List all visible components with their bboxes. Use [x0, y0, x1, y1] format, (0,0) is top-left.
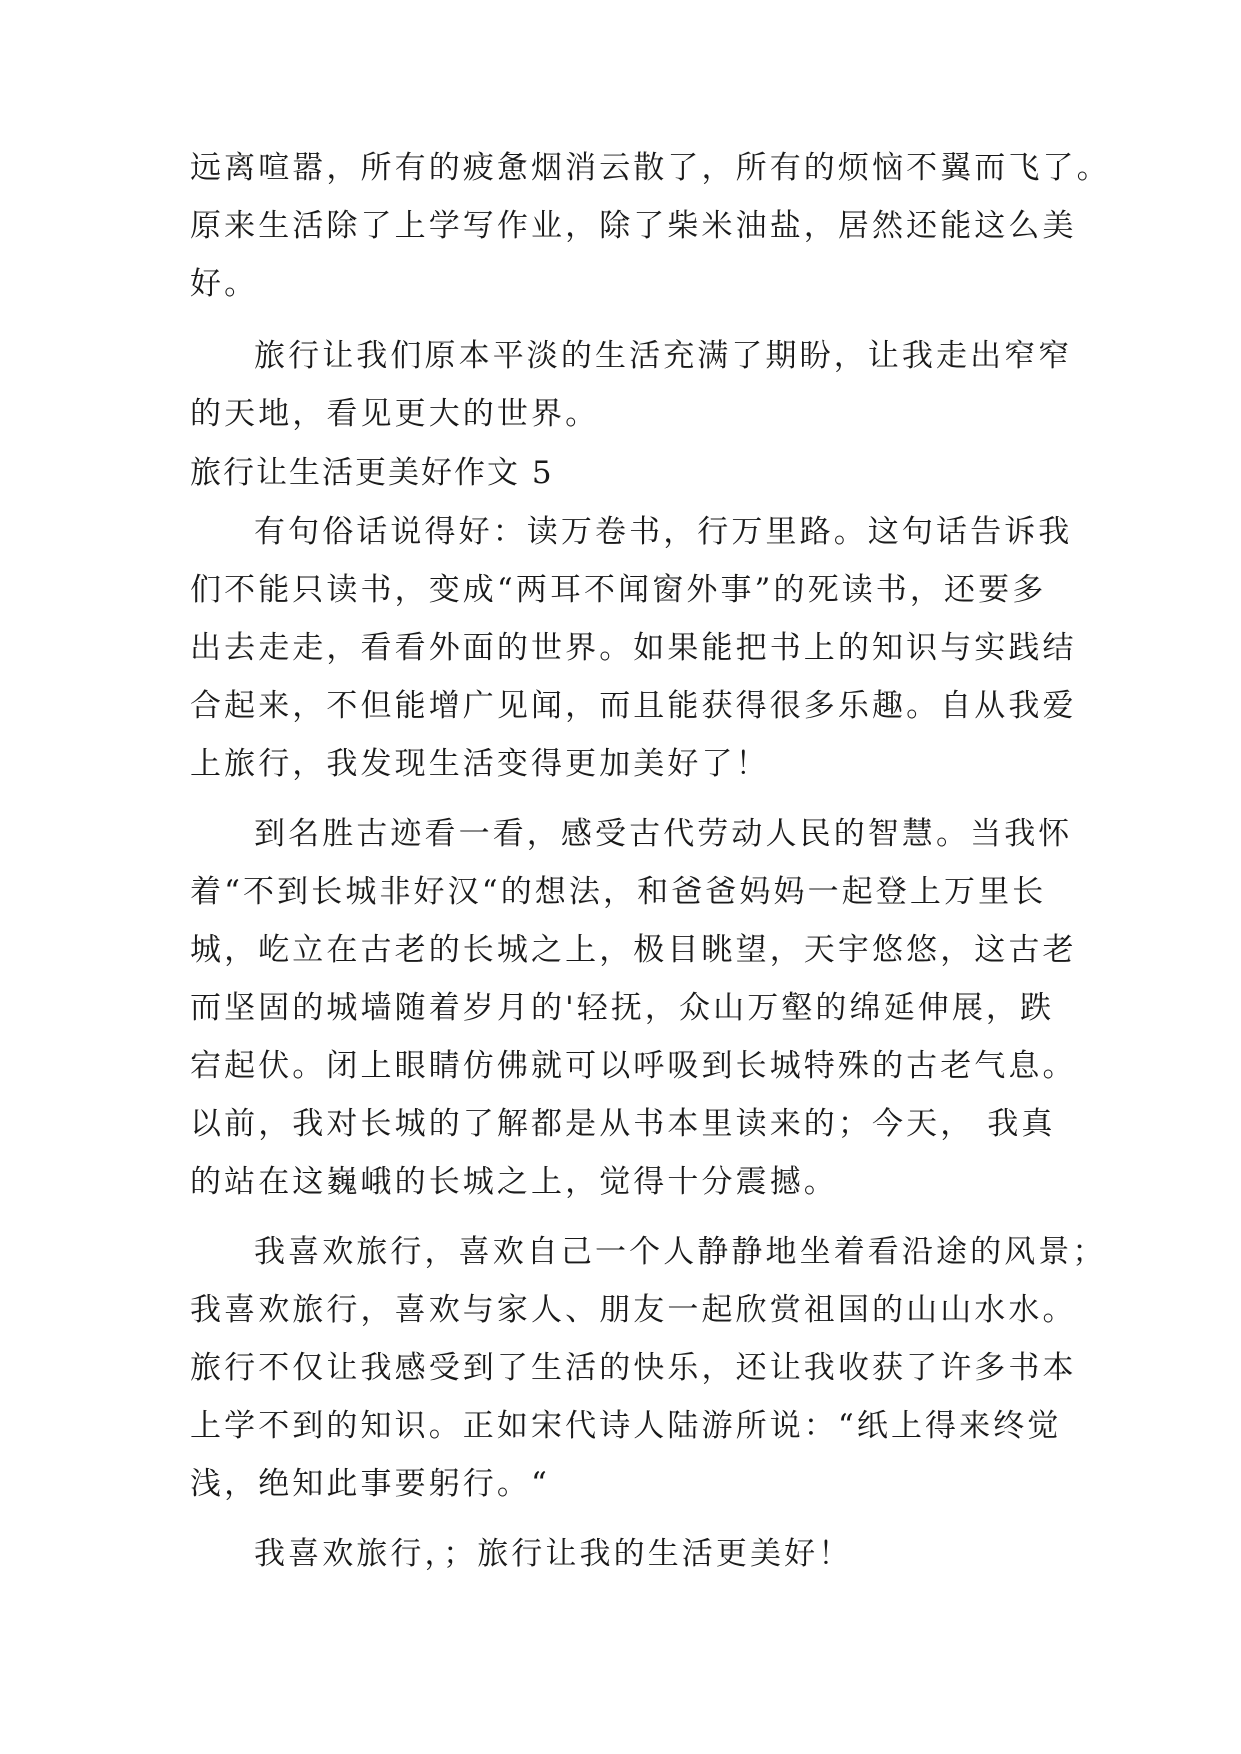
text-line: 到名胜古迹看一看，感受古代劳动人民的智慧。当我怀 — [254, 816, 1073, 852]
text-line: 上学不到的知识。正如宋代诗人陆游所说：“纸上得来终觉 — [190, 1408, 1062, 1444]
text-line: 宕起伏。闭上眼睛仿佛就可以呼吸到长城特殊的古老气息。 — [190, 1048, 1077, 1084]
text-line: 我喜欢旅行，喜欢自己一个人静静地坐着看沿途的风景； — [254, 1234, 1107, 1270]
text-line: 出去走走，看看外面的世界。如果能把书上的知识与实践结 — [190, 630, 1077, 666]
text-line: 而坚固的城墙随着岁月的'轻抚，众山万壑的绵延伸展，跌 — [190, 990, 1055, 1026]
text-line: 旅行不仅让我感受到了生活的快乐，还让我收获了许多书本 — [190, 1350, 1077, 1386]
text-line: 上旅行，我发现生活变得更加美好了！ — [190, 746, 770, 782]
text-line: 们不能只读书，变成“两耳不闻窗外事”的死读书，还要多 — [190, 572, 1047, 608]
text-line: 远离喧嚣，所有的疲惫烟消云散了，所有的烦恼不翼而飞了。 — [190, 150, 1111, 186]
text-line: 的站在这巍峨的长城之上，觉得十分震撼。 — [190, 1164, 838, 1200]
text-line: 好。 — [190, 266, 259, 302]
text-line: 旅行让我们原本平淡的生活充满了期盼，让我走出窄窄 — [254, 338, 1073, 374]
text-line: 原来生活除了上学写作业，除了柴米油盐，居然还能这么美 — [190, 208, 1077, 244]
text-line: 着“不到长城非好汉“的想法，和爸爸妈妈一起登上万里长 — [190, 874, 1047, 910]
text-line: 我喜欢旅行，喜欢与家人、朋友一起欣赏祖国的山山水水。 — [190, 1292, 1077, 1328]
text-line: 浅，绝知此事要躬行。“ — [190, 1466, 550, 1502]
text-line: 有句俗话说得好：读万卷书，行万里路。这句话告诉我 — [254, 514, 1073, 550]
text-line: 城，屹立在古老的长城之上，极目眺望，天宇悠悠，这古老 — [190, 932, 1077, 968]
section-heading: 旅行让生活更美好作文 5 — [190, 455, 554, 491]
text-line: 的天地，看见更大的世界。 — [190, 396, 600, 432]
text-line: 合起来，不但能增广见闻，而且能获得很多乐趣。自从我爱 — [190, 688, 1077, 724]
text-line: 以前，我对长城的了解都是从书本里读来的；今天， 我真 — [190, 1106, 1056, 1142]
text-line: 我喜欢旅行，；旅行让我的生活更美好！ — [254, 1536, 853, 1572]
